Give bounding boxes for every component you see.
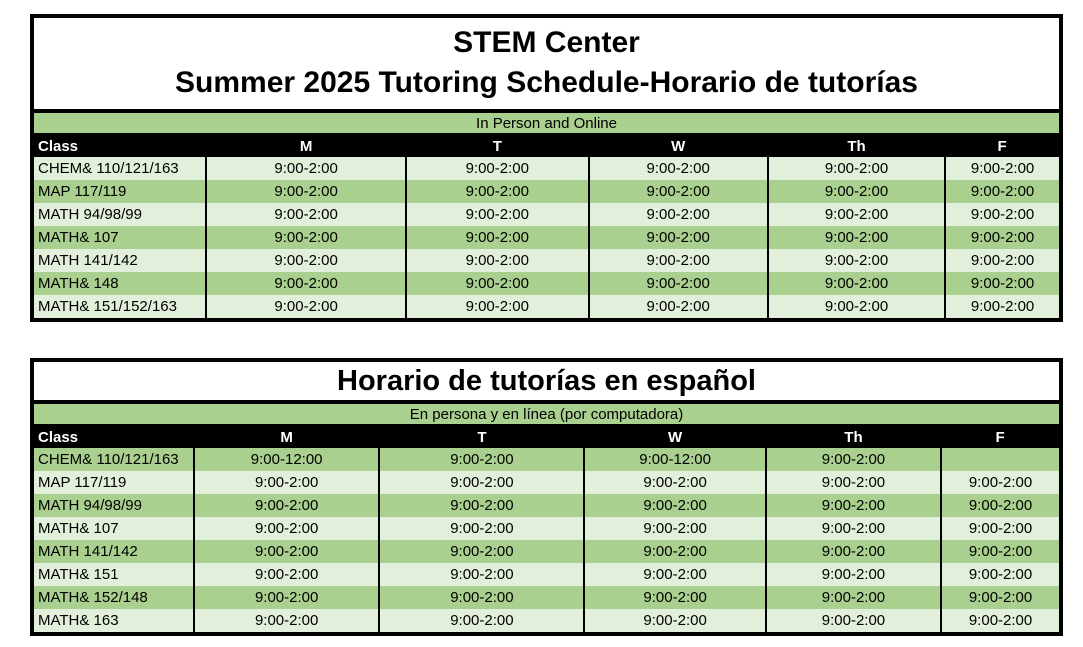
schedule-cell: 9:00-2:00: [206, 295, 406, 318]
schedule-cell: 9:00-2:00: [206, 203, 406, 226]
schedule-cell: 9:00-2:00: [766, 563, 941, 586]
schedule-cell: 9:00-2:00: [379, 448, 584, 471]
table1-subtitle-bar: In Person and Online: [34, 113, 1059, 135]
schedule-cell: 9:00-2:00: [766, 540, 941, 563]
schedule-cell: 9:00-2:00: [768, 180, 945, 203]
schedule-cell: 9:00-2:00: [589, 249, 768, 272]
table-row: [34, 203, 1059, 226]
schedule-cell: 9:00-2:00: [768, 295, 945, 318]
schedule-cell: 9:00-2:00: [584, 563, 765, 586]
table1-col-header-friday: F: [945, 135, 1059, 157]
schedule-cell: 9:00-2:00: [768, 272, 945, 295]
table1-title: [34, 18, 1059, 113]
table2-col-header-tuesday: T: [379, 426, 584, 448]
schedule-cell: 9:00-2:00: [941, 540, 1059, 563]
spanish-schedule-section: [30, 358, 1063, 636]
schedule-cell: 9:00-2:00: [406, 203, 588, 226]
schedule-cell: 9:00-2:00: [584, 540, 765, 563]
table1-grid: [34, 135, 1059, 318]
schedule-cell: 9:00-2:00: [766, 517, 941, 540]
table-row: [34, 609, 1059, 632]
schedule-cell: 9:00-2:00: [206, 180, 406, 203]
table-row: [34, 295, 1059, 318]
table-row: [34, 272, 1059, 295]
schedule-cell: 9:00-2:00: [768, 157, 945, 180]
table2-col-header-friday: F: [941, 426, 1059, 448]
schedule-cell: 9:00-2:00: [584, 494, 765, 517]
table-row: [34, 471, 1059, 494]
schedule-cell: 9:00-2:00: [945, 295, 1059, 318]
table2-grid: [34, 426, 1059, 632]
class-cell: MATH& 107: [38, 520, 119, 537]
schedule-cell: 9:00-2:00: [589, 157, 768, 180]
table-row: [34, 586, 1059, 609]
schedule-cell: 9:00-2:00: [406, 295, 588, 318]
class-cell: CHEM& 110/121/163: [38, 451, 179, 468]
schedule-cell: 9:00-2:00: [406, 180, 588, 203]
table2-col-header-class: Class: [34, 426, 194, 448]
schedule-cell: 9:00-2:00: [945, 180, 1059, 203]
schedule-cell: 9:00-2:00: [206, 157, 406, 180]
table-row: [34, 563, 1059, 586]
schedule-cell: 9:00-2:00: [941, 586, 1059, 609]
table2-col-header-thursday: Th: [766, 426, 941, 448]
schedule-cell: 9:00-2:00: [768, 226, 945, 249]
table2-title: [34, 362, 1059, 404]
schedule-cell: 9:00-2:00: [194, 540, 380, 563]
schedule-cell: 9:00-2:00: [379, 517, 584, 540]
class-cell: CHEM& 110/121/163: [38, 160, 179, 177]
table-row: [34, 157, 1059, 180]
schedule-cell: 9:00-2:00: [941, 471, 1059, 494]
schedule-cell: 9:00-2:00: [194, 609, 380, 632]
table1-col-header-class: Class: [34, 135, 206, 157]
table-row: [34, 226, 1059, 249]
schedule-cell: 9:00-2:00: [766, 471, 941, 494]
schedule-cell: 9:00-2:00: [194, 586, 380, 609]
class-cell: MAP 117/119: [38, 183, 127, 200]
schedule-cell: 9:00-2:00: [589, 295, 768, 318]
schedule-cell: 9:00-2:00: [589, 272, 768, 295]
class-cell: MATH& 152/148: [38, 589, 148, 606]
schedule-cell: 9:00-2:00: [194, 494, 380, 517]
schedule-cell: 9:00-2:00: [206, 272, 406, 295]
schedule-cell: 9:00-2:00: [206, 226, 406, 249]
table-row: [34, 540, 1059, 563]
table2-header-row: [34, 426, 1059, 448]
schedule-cell: 9:00-2:00: [941, 517, 1059, 540]
table-row: [34, 180, 1059, 203]
class-cell: MATH 141/142: [38, 543, 138, 560]
table2-subtitle-bar: En persona y en línea (por computadora): [34, 404, 1059, 426]
schedule-cell: 9:00-2:00: [768, 203, 945, 226]
table-row: [34, 249, 1059, 272]
class-cell: MATH& 107: [38, 229, 119, 246]
schedule-cell: 9:00-2:00: [766, 448, 941, 471]
table-row: [34, 494, 1059, 517]
schedule-cell: 9:00-2:00: [584, 471, 765, 494]
schedule-cell: 9:00-2:00: [589, 203, 768, 226]
schedule-cell: 9:00-2:00: [941, 494, 1059, 517]
table2-title-line1: Horario de tutorías en español: [337, 365, 756, 397]
schedule-cell: 9:00-2:00: [945, 272, 1059, 295]
schedule-cell: 9:00-2:00: [406, 272, 588, 295]
class-cell: MATH 94/98/99: [38, 206, 142, 223]
schedule-cell: 9:00-2:00: [768, 249, 945, 272]
schedule-cell: 9:00-2:00: [589, 180, 768, 203]
schedule-cell: 9:00-2:00: [194, 517, 380, 540]
schedule-cell: 9:00-2:00: [945, 157, 1059, 180]
class-cell: MATH& 151/152/163: [38, 298, 177, 315]
schedule-cell: 9:00-2:00: [406, 249, 588, 272]
schedule-cell: 9:00-2:00: [766, 609, 941, 632]
table-row: [34, 448, 1059, 471]
table1-col-header-thursday: Th: [768, 135, 945, 157]
schedule-cell: 9:00-2:00: [406, 157, 588, 180]
schedule-cell: 9:00-2:00: [584, 586, 765, 609]
table1-header-row: [34, 135, 1059, 157]
schedule-cell: 9:00-2:00: [379, 563, 584, 586]
schedule-cell: 9:00-2:00: [945, 203, 1059, 226]
table-row: [34, 517, 1059, 540]
schedule-cell: 9:00-2:00: [945, 249, 1059, 272]
class-cell: MATH& 148: [38, 275, 119, 292]
schedule-cell: 9:00-12:00: [194, 448, 380, 471]
table1-col-header-tuesday: T: [406, 135, 588, 157]
schedule-cell: [941, 448, 1059, 471]
schedule-cell: 9:00-2:00: [379, 609, 584, 632]
schedule-cell: 9:00-2:00: [941, 563, 1059, 586]
schedule-cell: 9:00-2:00: [584, 517, 765, 540]
schedule-cell: 9:00-2:00: [406, 226, 588, 249]
schedule-cell: 9:00-2:00: [379, 586, 584, 609]
schedule-cell: 9:00-2:00: [941, 609, 1059, 632]
table1-title-line2: Summer 2025 Tutoring Schedule-Horario de tutorías: [175, 66, 918, 99]
class-cell: MATH 94/98/99: [38, 497, 142, 514]
table2-col-header-monday: M: [194, 426, 380, 448]
english-schedule-section: [30, 14, 1063, 322]
schedule-cell: 9:00-2:00: [379, 540, 584, 563]
schedule-cell: 9:00-2:00: [766, 494, 941, 517]
schedule-cell: 9:00-2:00: [766, 586, 941, 609]
schedule-cell: 9:00-2:00: [945, 226, 1059, 249]
schedule-cell: 9:00-12:00: [584, 448, 765, 471]
class-cell: MATH 141/142: [38, 252, 138, 269]
schedule-cell: 9:00-2:00: [584, 609, 765, 632]
schedule-cell: 9:00-2:00: [194, 563, 380, 586]
schedule-cell: 9:00-2:00: [589, 226, 768, 249]
table1-col-header-monday: M: [206, 135, 406, 157]
schedule-cell: 9:00-2:00: [379, 471, 584, 494]
schedule-cell: 9:00-2:00: [194, 471, 380, 494]
schedule-cell: 9:00-2:00: [206, 249, 406, 272]
table2-col-header-wednesday: W: [584, 426, 765, 448]
table1-col-header-wednesday: W: [589, 135, 768, 157]
table1-title-line1: STEM Center: [453, 26, 640, 59]
schedule-cell: 9:00-2:00: [379, 494, 584, 517]
class-cell: MATH& 163: [38, 612, 119, 629]
class-cell: MAP 117/119: [38, 474, 127, 491]
class-cell: MATH& 151: [38, 566, 119, 583]
